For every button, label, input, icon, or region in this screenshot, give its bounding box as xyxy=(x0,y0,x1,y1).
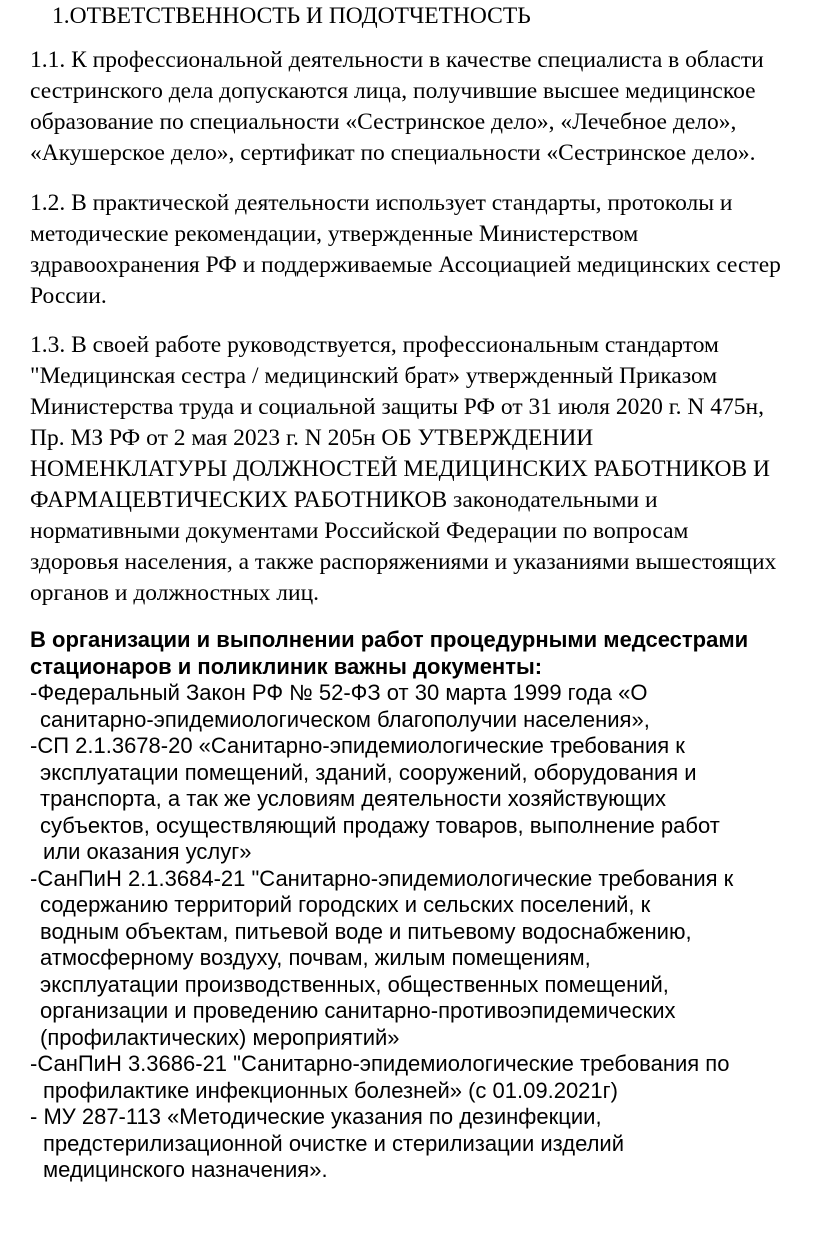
text-line: 1.3. В своей работе руководствуется, профессиональным стандартом xyxy=(30,332,719,358)
text-line: нормативными документами Российской Федерации по вопросам xyxy=(30,518,689,544)
text-line: НОМЕНКЛАТУРЫ ДОЛЖНОСТЕЙ МЕДИЦИНСКИХ РАБОТНИКОВ И xyxy=(30,456,770,482)
list-item: предстерилизационной очистке и стерилизации изделий xyxy=(43,1130,625,1156)
text-line: органов и должностных лиц. xyxy=(30,580,320,606)
list-item: санитарно-эпидемиологическом благополучии населения», xyxy=(40,706,650,732)
text-line: 1.2. В практической деятельности использует стандарты, протоколы и xyxy=(30,190,733,216)
section-title: 1.ОТВЕТСТВЕННОСТЬ И ПОДОТЧЕТНОСТЬ xyxy=(52,3,531,29)
list-item: -Федеральный Закон РФ № 52-ФЗ от 30 марта 1999 года «О xyxy=(30,680,648,705)
list-item: содержанию территорий городских и сельских поселений, к xyxy=(40,892,651,917)
list-item: -СП 2.1.3678-20 «Санитарно-эпидемиологические требования к xyxy=(30,733,685,758)
paragraph-1-3 xyxy=(30,330,816,609)
paragraph-1-1 xyxy=(30,45,816,169)
text-line: здоровья населения, а также распоряжениями и указаниями вышестоящих xyxy=(30,549,777,575)
paragraph-1-2 xyxy=(30,188,816,312)
text-line: методические рекомендации, утвержденные Министерством xyxy=(30,221,639,247)
list-item: организации и проведению санитарно-противоэпидемических xyxy=(40,998,676,1023)
list-item: или оказания услуг» xyxy=(43,839,252,864)
text-fragment: ФАРМАЦЕВТИЧЕСКИХ РАБОТНИКОВ xyxy=(30,487,448,513)
documents-heading: В организации и выполнении работ процедурными медсестрами xyxy=(30,627,749,652)
list-item: субъектов, осуществляющий продажу товаров, выполнение работ xyxy=(40,812,720,838)
list-item: водным объектам, питьевой воде и питьевому водоснабжению, xyxy=(40,918,692,944)
text-line: Пр. МЗ РФ от 2 мая 2023 г. N 205н ОБ УТВЕРЖДЕНИИ xyxy=(30,425,594,451)
text-fragment: законодательными и xyxy=(447,487,658,513)
list-item: - МУ 287-113 «Методические указания по дезинфекции, xyxy=(30,1104,602,1129)
documents-section xyxy=(30,627,816,1184)
list-item: медицинского назначения». xyxy=(43,1157,328,1182)
text-line: сестринского дела допускаются лица, получившие высшее медицинское xyxy=(30,78,756,104)
text-line: «Акушерское дело», сертификат по специальности «Сестринское дело». xyxy=(30,140,756,166)
documents-heading: стационаров и поликлиник важны документы: xyxy=(30,653,543,679)
list-item: эксплуатации помещений, зданий, сооружений, оборудования и xyxy=(40,759,697,785)
text-line: здравоохранения РФ и поддерживаемые Ассоциацией медицинских сестер xyxy=(30,252,781,278)
text-line: 1.1. К профессиональной деятельности в качестве специалиста в области xyxy=(30,47,764,73)
list-item: профилактике инфекционных болезней» (с 01.09.2021г) xyxy=(43,1077,618,1103)
text-line xyxy=(30,485,816,516)
list-item: атмосферному воздуху, почвам, жилым помещениям, xyxy=(40,945,591,970)
list-item: -СанПиН 2.1.3684-21 "Санитарно-эпидемиологические требования к xyxy=(30,865,734,891)
text-line: Министерства труда и социальной защиты РФ от 31 июля 2020 г. N 475н, xyxy=(30,394,764,420)
list-item: транспорта, а так же условиям деятельности хозяйствующих xyxy=(40,786,666,811)
list-item: (профилактических) мероприятий» xyxy=(40,1024,400,1050)
text-line: России. xyxy=(30,283,107,309)
text-line: "Медицинская сестра / медицинский брат» утвержденный Приказом xyxy=(30,363,718,389)
list-item: -СанПиН 3.3686-21 "Санитарно-эпидемиологические требования по xyxy=(30,1051,730,1076)
list-item: эксплуатации производственных, общественных помещений, xyxy=(40,971,669,997)
text-line: образование по специальности «Сестринское дело», «Лечебное дело», xyxy=(30,109,737,135)
